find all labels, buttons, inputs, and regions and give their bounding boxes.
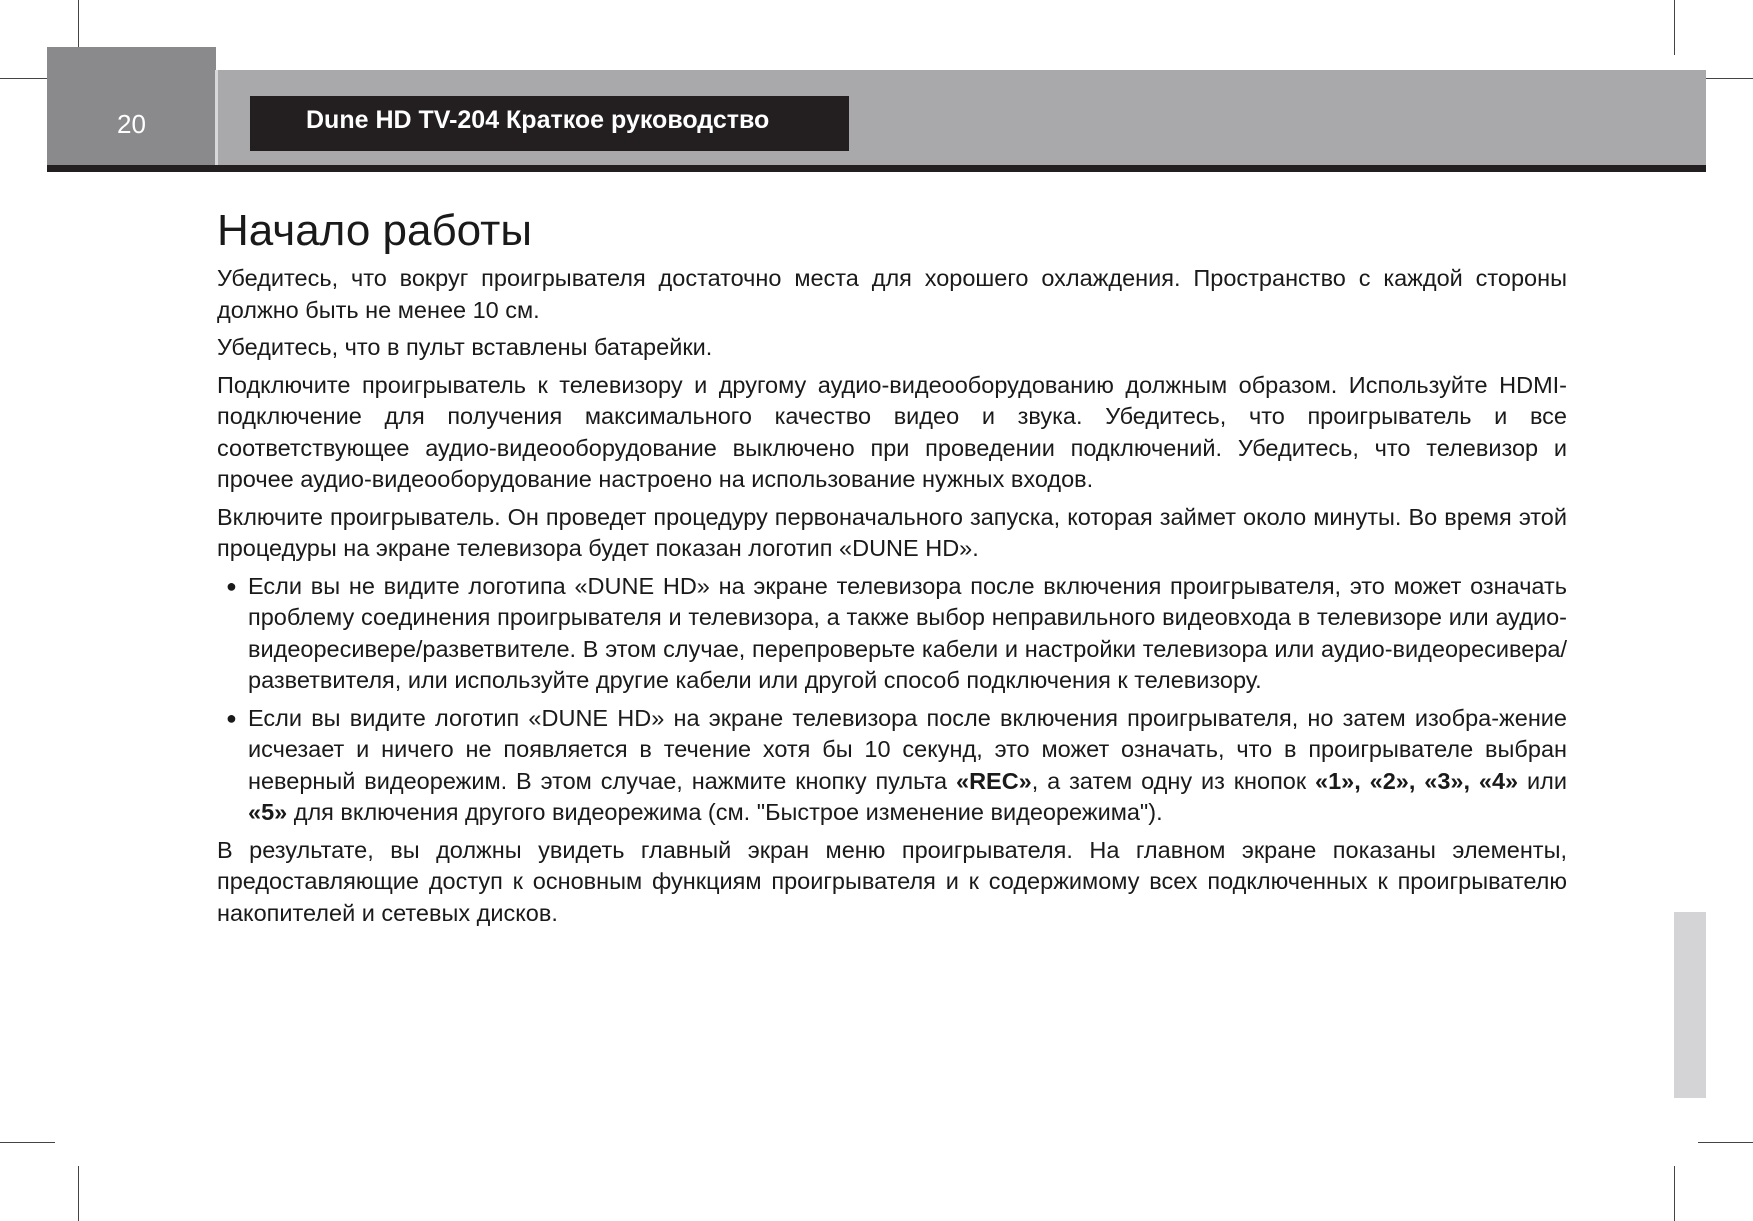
- paragraph-main-menu: В результате, вы должны увидеть главный экран меню проигрывателя. На главном экране показаны элементы, предоставляющие доступ к основным функциям проигрывателя и к содержимому всех подключенных к проигрывателю накопителей и сетевых дисков.: [217, 836, 1567, 926]
- text-span: для включения другого видеорежима (см. "Быстрое изменение видеорежима").: [287, 799, 1163, 825]
- paragraph-cooling: Убедитесь, что вокруг проигрывателя достаточно места для хорошего охлаждения. Пространство с каждой стороны должно быть не менее 10 см.: [217, 265, 1567, 323]
- list-item-no-logo: ● Если вы не видите логотипа «DUNE HD» на экране телевизора после включения проигрывателя, это может означать проблему соединения проигрывателя и телевизора, а также выбор неправильного видеовхода в телевизоре или аудио-видеоресивере/разветвителе. В этом случае, перепроверьте кабели и настройки телевизора или аудио-видеоресивера/разветвителя, или используйте другие кабели или другой способ подключения к телевизору.: [217, 571, 1567, 697]
- side-thumb-tab: [1674, 912, 1706, 1098]
- crop-mark: [1698, 1142, 1753, 1143]
- crop-mark: [1698, 78, 1753, 79]
- crop-mark: [1674, 0, 1675, 55]
- button-5-label: «5»: [248, 799, 288, 825]
- text-span: или: [1518, 767, 1567, 794]
- header-rule: [47, 165, 1706, 172]
- rec-button-label: «REC»: [956, 767, 1032, 794]
- paragraph-connection: Подключите проигрыватель к телевизору и другому аудио-видеооборудованию должным образом. Используйте HDMI-подключение для получения максимального качество видео и звука. Убедитесь, что проигрыватель и все соответствующее аудио-видеооборудование выключено при проведении подключений. Убедитесь, что телевизор и прочее аудио-видеооборудование настроено на использование нужных входов.: [217, 371, 1567, 492]
- crop-mark: [78, 1166, 79, 1221]
- page-content: [217, 205, 1567, 935]
- number-buttons-label: «1», «2», «3», «4»: [1315, 767, 1519, 794]
- text-span: , а затем одну из кнопок: [1031, 767, 1316, 794]
- list-item-logo-disappears: [217, 703, 1567, 829]
- paragraph-batteries: Убедитесь, что в пульт вставлены батарейки.: [217, 334, 713, 360]
- section-heading: Начало работы: [217, 206, 532, 255]
- crop-mark: [1674, 1166, 1675, 1221]
- document-title: Dune HD TV-204 Краткое руководство: [250, 96, 849, 151]
- crop-mark: [0, 1142, 55, 1143]
- troubleshooting-list: [217, 571, 1567, 829]
- paragraph-power-on: Включите проигрыватель. Он проведет процедуру первоначального запуска, которая займет около минуты. Во время этой процедуры на экране телевизора будет показан логотип «DUNE HD».: [217, 503, 1567, 561]
- page-number: 20: [117, 109, 146, 139]
- text-span: Если вы видите логотип «DUNE HD» на экране телевизора после включения проигрывателя, но затем изобра-жение исчезает и ничего не появляется в течение хотя бы 10 секунд, это может означать, что в проигрывателе выбран неверный видеорежим. В этом случае, нажмите кнопку пульта: [248, 704, 1567, 794]
